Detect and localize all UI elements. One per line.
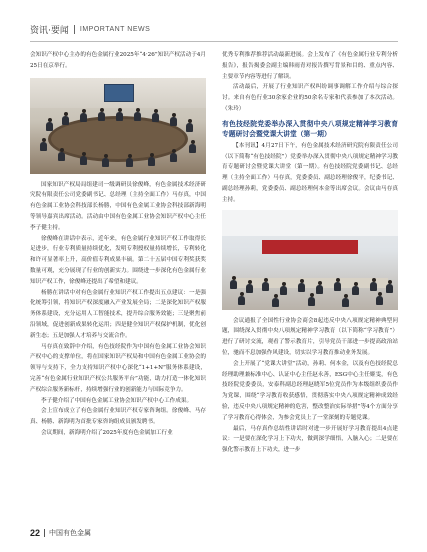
article-headline: 有色技经院党委举办深入贯彻中央八项规定精神学习教育专题研讨会暨党课大讲堂（第一期）	[222, 119, 398, 138]
section-header	[30, 22, 180, 36]
attendee-figure	[170, 117, 177, 126]
attendee-figure	[62, 116, 69, 125]
photo-caption-paragraph: 国家知识产权局局组建司一级调研员徐俊峰，有色金属技术经济研究院有限责任公司党委副书记、总经理（主持全面工作）马存真，中国有色金属工业协会科技部长杨勝，中国有色金属工业协会科技部新海明等领导嘉宾出席活动。活动由中国有色金属工业协会知识产权中心主任李子健主持。	[30, 181, 206, 231]
photo-attendees	[36, 108, 200, 168]
attendee-figure	[238, 296, 245, 305]
attendee-figure	[102, 158, 109, 167]
attendee-figure	[152, 113, 159, 122]
closing-paragraph-text: 活动最后，开展了行业知识产权纠纷调事调解工作介绍与综合探讨。来自有色行业30余家企业的50余名专家和代表参加了本次活动。	[222, 84, 398, 102]
attendee-figure	[262, 282, 269, 291]
attendee-figure	[298, 283, 305, 292]
attendee-figure	[386, 284, 393, 293]
intro-paragraph: 会知识产权中心主办的有色金属行业2025年“4·26”知识产权活动于4月25日在京举行。	[30, 52, 206, 69]
conference-photo	[30, 78, 206, 174]
photo-screen	[104, 84, 134, 102]
attendee-figure	[376, 296, 383, 305]
attendee-figure	[342, 298, 349, 307]
attendee-figure	[170, 153, 177, 162]
body-paragraph	[222, 82, 398, 114]
magazine-name: 中国有色金属	[49, 529, 92, 537]
attendee-figure	[246, 284, 253, 293]
page-number: 22	[30, 528, 41, 538]
attendee-figure	[134, 112, 141, 121]
author-credit: （朱玲）	[222, 105, 245, 112]
attendee-figure	[334, 282, 341, 291]
header-separator	[74, 25, 75, 34]
body-paragraph: 会上开展了“党课大讲堂”活动，孙莉、何本金，以及有色技经院总经理助理兼标准中心、认证中心主任赵永善，ESG中心主任姬雯，有色技经院党委委员，安泰科副总经理赵晓军5位党员作为本级组织委员作为党课，围绕“学习教育收获感悟，贯彻落实中央八项规定精神成效经验，违反中央八项规定精神的危害，整改整治实际举措”等4个方面分享了学习教育心得体会，为参会党员上了一堂深刻的专题党课。	[222, 360, 398, 421]
attendee-figure	[46, 122, 53, 131]
attendee-figure	[186, 123, 193, 132]
page-footer	[30, 528, 91, 538]
body-paragraph: 徐俊峰在讲话中表示，近年来，有色金属行业知识产权工作取得长足进步，行业专利质量持续优化，发明专利授权量持续增长，专利转化和许可显著率上升，高价值专利成果丰硕。第二十五届中国专利奖获奖数量可观，充分展现了行业的创新实力。围绕进一步深化有色金属行业知识产权工作，徐俊峰还提出了希望和建议。	[30, 235, 206, 285]
attendee-figure	[148, 157, 155, 166]
photo-desk	[232, 278, 388, 288]
attendee-figure	[370, 282, 377, 291]
attendee-figure	[80, 156, 87, 165]
attendee-figure	[126, 158, 133, 167]
meeting-photo	[222, 210, 398, 310]
attendee-figure	[316, 285, 323, 294]
attendee-figure	[280, 286, 287, 295]
attendee-figure	[80, 113, 87, 122]
body-paragraph: 杨勝在讲话中对有色金属行业知识产权工作提出五点建议：一是强化统筹引领，将知识产权深度融入产业发展全局；二是深化知识产权服务体系建设，充分运用人工智能技术，提升综合服务效能；三是聚焦前沿领域，促进创新成果转化运用；四是健全知识产权保护机制，优化创新生态；五是加强人才培养与交流合作。	[30, 289, 206, 339]
section-title-cn: 资讯·要闻	[30, 25, 69, 36]
left-column	[30, 50, 206, 439]
attendee-figure	[58, 152, 65, 161]
attendee-figure	[308, 297, 315, 306]
section-title-en: IMPORTANT NEWS	[79, 25, 151, 33]
footer-divider	[44, 529, 45, 537]
body-paragraph: 会上宣布成立了有色金属行业知识产权专家咨询组。徐俊峰、马存真、杨勝、新海明为首批专家咨询组成员颁发聘书。	[30, 408, 206, 426]
attendee-figure	[189, 144, 196, 153]
attendee-figure	[98, 112, 105, 121]
body-paragraph: 会议期间，新海明介绍了2025年度有色金属加工行业	[41, 429, 173, 436]
attendee-figure	[116, 112, 123, 121]
photo-banner	[262, 240, 358, 254]
header-divider	[30, 41, 398, 42]
attendee-figure	[352, 286, 359, 295]
photo-caption-paragraph: 会议通报了全国性行业协会商会8起违反中央八项规定精神典型问题，围绕深入贯彻中央八项规定精神学习教育（以下简称“学习教育”）进行了研讨交流，观看了警示教育片，引导党员干部进一步提高政治站位，驰而不息加强作风建设，切实以学习教育推动业务发展。	[222, 317, 398, 356]
attendee-figure	[40, 142, 47, 151]
body-paragraph: 最后，马存真作总结性讲话时对进一步开展好学习教育提出4点建议：一是要在深化学习上下功夫，做到深学细悟，入脑入心；二是要在强化警示教育上下功夫，进一步	[222, 425, 398, 454]
right-column	[222, 50, 398, 456]
attendee-figure	[230, 280, 237, 289]
body-paragraph: 优秀专利推荐推荐活动最新进展。会上发布了《有色金属行业专利分析报告》，报告揭委会副主编韩雨青对报告撰写背景和目的、重点内容、主要章节内容等进行了解读。	[222, 52, 398, 80]
attendee-figure	[272, 298, 279, 307]
photo-ceiling	[222, 210, 398, 236]
body-paragraph: 李子健介绍了中国有色金属工业协会知识产权中心工作成果。	[41, 397, 193, 404]
body-paragraph: 马存真在致辞中介绍，有色技经院作为中国有色金属工业协会知识产权中心的支撑单位，将在国家知识产权局和中国有色金属工业协会的领导与支持下，全力支持知识产权中心深化“1+1+N”服务体系建设，完善“有色金属行业知识产权公共服务平台”功能，助力打造一体化知识产权综合服务新标杆，持续增强行业的创新能力与国际竞争力。	[30, 343, 206, 393]
body-paragraph: 【本刊讯】4月27日下午，有色金属技术经济研究院有限责任公司（以下简称“有色技经院”）党委举办深入贯彻中央八项规定精神学习教育专题研讨会暨党课大讲堂（第一期）。有色技经院党委副书记、总经理（主持全面工作）马存真，党委委员、副总经理徐俊平，纪委书记、副总经理孙莉，党委委员、副总经理何本金等出席会议。会议由马存真主持。	[222, 142, 398, 203]
